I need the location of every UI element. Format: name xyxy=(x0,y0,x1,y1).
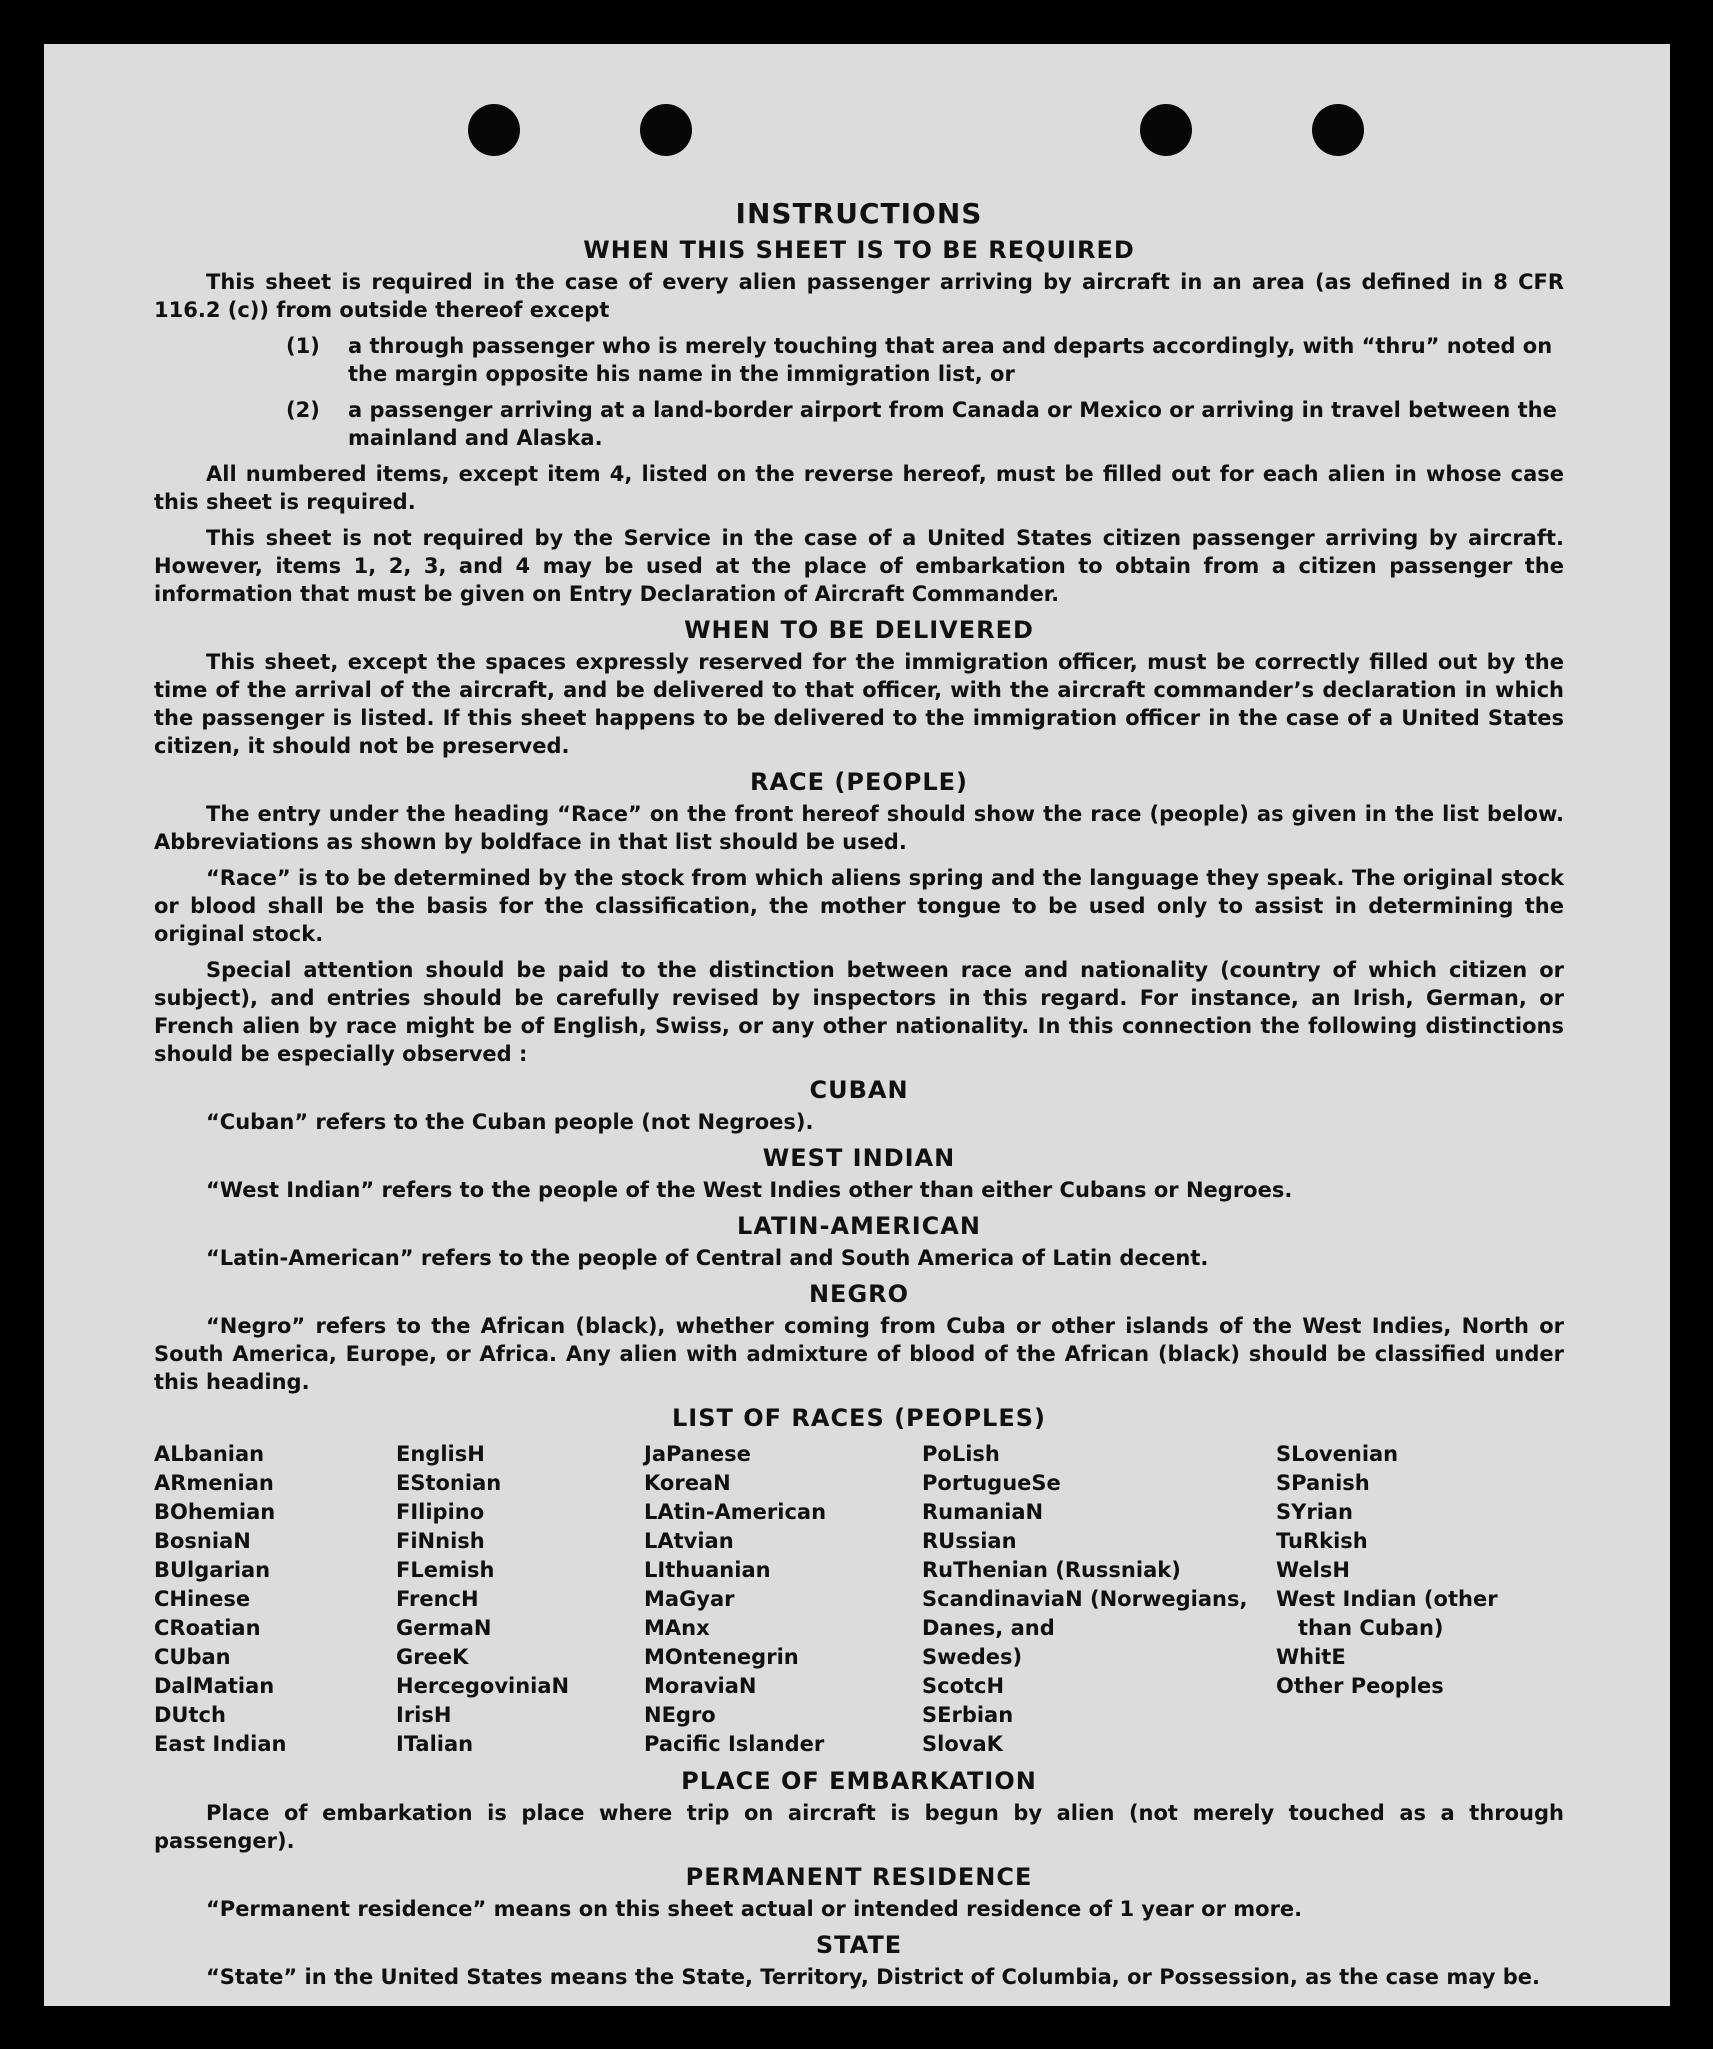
race-entry: SYrian xyxy=(1276,1500,1354,1524)
exception-item xyxy=(286,396,1564,452)
punch-hole xyxy=(640,104,692,156)
races-column xyxy=(396,1440,644,1759)
race-entry: WelsH xyxy=(1276,1558,1350,1582)
race-entry: JaPanese xyxy=(644,1442,751,1466)
race-entry: NEgro xyxy=(644,1703,716,1727)
race-entry: GermaN xyxy=(396,1616,492,1640)
race-entry: PoLish xyxy=(922,1442,1000,1466)
race-entry: FLemish xyxy=(396,1558,495,1582)
race-entry: MaGyar xyxy=(644,1587,735,1611)
races-list xyxy=(154,1440,1564,1759)
race-entry: MOntenegrin xyxy=(644,1645,799,1669)
exception-number: (2) xyxy=(286,398,320,422)
race-entry: RuThenian (Russniak) xyxy=(922,1558,1181,1582)
instructions-body xyxy=(154,194,1564,1999)
races-column xyxy=(644,1440,922,1759)
section-heading-negro: NEGRO xyxy=(808,1280,910,1308)
paragraph: “Latin-American” refers to the people of Central and South America of Latin decent. xyxy=(206,1246,1209,1270)
section-heading-embarkation: PLACE OF EMBARKATION xyxy=(681,1767,1037,1795)
races-column xyxy=(922,1440,1276,1759)
paragraph: This sheet, except the spaces expressly reserved for the immigration officer, must be correctly filled out by the time of the arrival of the aircraft, and be delivered to that officer, with the aircraft commander’s declaration in which the passenger is listed. If this sheet happens to be delivered to the immigration officer in the case of a United States citizen, it should not be preserved. xyxy=(154,650,1564,758)
race-entry: CRoatian xyxy=(154,1616,261,1640)
paragraph: Special attention should be paid to the distinction between race and nationality (country of which citizen or subject), and entries should be carefully revised by inspectors in this regard. For instance, an Irish, German, or French alien by race might be of English, Swiss, or any other nationality. In this connection the following distinctions should be especially observed : xyxy=(154,958,1564,1066)
race-entry: SPanish xyxy=(1276,1471,1370,1495)
race-entry: BUlgarian xyxy=(154,1558,271,1582)
race-entry: Swedes) xyxy=(922,1645,1023,1669)
paragraph: The entry under the heading “Race” on the front hereof should show the race (people) as given in the list below. Abbreviations as shown by boldface in that list should be used. xyxy=(154,802,1564,854)
race-entry: FrencH xyxy=(396,1587,479,1611)
paragraph: “Race” is to be determined by the stock from which aliens spring and the language they speak. The original stock or blood shall be the basis for the classification, the mother tongue to be used only to assist in determining the original stock. xyxy=(154,866,1564,946)
race-entry: RumaniaN xyxy=(922,1500,1044,1524)
race-entry: FIlipino xyxy=(396,1500,485,1524)
section-heading-race: RACE (PEOPLE) xyxy=(749,768,969,796)
race-entry: BOhemian xyxy=(154,1500,276,1524)
race-entry: ScotcH xyxy=(922,1674,1005,1698)
punch-hole xyxy=(1312,104,1364,156)
race-entry: DalMatian xyxy=(154,1674,275,1698)
page-title: INSTRUCTIONS xyxy=(735,197,983,230)
race-entry: SErbian xyxy=(922,1703,1014,1727)
race-entry: Danes, and xyxy=(922,1616,1055,1640)
race-entry: Other Peoples xyxy=(1276,1674,1444,1698)
paragraph: This sheet is required in the case of every alien passenger arriving by aircraft in an area (as defined in 8 CFR 116.2 (c)) from outside thereof except xyxy=(154,270,1564,322)
punch-hole xyxy=(1140,104,1192,156)
section-heading-residence: PERMANENT RESIDENCE xyxy=(685,1863,1033,1891)
race-entry: KoreaN xyxy=(644,1471,731,1495)
race-entry: HercegoviniaN xyxy=(396,1674,570,1698)
race-entry: ARmenian xyxy=(154,1471,274,1495)
race-entry: LAtvian xyxy=(644,1529,734,1553)
race-entry: EnglisH xyxy=(396,1442,485,1466)
section-heading-latin-american: LATIN-AMERICAN xyxy=(737,1212,981,1240)
exception-item xyxy=(286,332,1564,388)
race-entry: MAnx xyxy=(644,1616,710,1640)
races-column xyxy=(154,1440,396,1759)
race-entry: IrisH xyxy=(396,1703,452,1727)
race-entry: FiNnish xyxy=(396,1529,485,1553)
race-entry: Pacific Islander xyxy=(644,1732,825,1756)
paragraph: “Permanent residence” means on this sheet actual or intended residence of 1 year or more. xyxy=(206,1897,1303,1921)
paragraph: Place of embarkation is place where trip on aircraft is begun by alien (not merely touched as a through passenger). xyxy=(154,1801,1564,1853)
race-entry: SLovenian xyxy=(1276,1442,1399,1466)
race-entry: SlovaK xyxy=(922,1732,1003,1756)
race-entry: than Cuban) xyxy=(1298,1616,1444,1640)
paragraph: This sheet is not required by the Service in the case of a United States citizen passenger arriving by aircraft. However, items 1, 2, 3, and 4 may be used at the place of embarkation to obtain from a citizen passenger the information that must be given on Entry Declaration of Aircraft Commander. xyxy=(154,526,1564,606)
section-heading-state: STATE xyxy=(815,1931,903,1959)
punch-hole xyxy=(468,104,520,156)
race-entry: BosniaN xyxy=(154,1529,251,1553)
race-entry: TuRkish xyxy=(1276,1529,1368,1553)
race-entry: CHinese xyxy=(154,1587,251,1611)
section-heading-cuban: CUBAN xyxy=(809,1076,909,1104)
exception-text: a passenger arriving at a land-border airport from Canada or Mexico or arriving in travel between the mainland and Alaska. xyxy=(348,398,1557,450)
paragraph: “Negro” refers to the African (black), whether coming from Cuba or other islands of the West Indies, North or South America, Europe, or Africa. Any alien with admixture of blood of the African (black) should be classified under this heading. xyxy=(154,1314,1564,1394)
race-entry: DUtch xyxy=(154,1703,226,1727)
exception-text: a through passenger who is merely touching that area and departs accordingly, with “thru” noted on the margin opposite his name in the immigration list, or xyxy=(348,334,1553,386)
exception-number: (1) xyxy=(286,334,320,358)
document-page xyxy=(44,44,1670,2006)
race-entry: EStonian xyxy=(396,1471,502,1495)
race-entry: MoraviaN xyxy=(644,1674,757,1698)
race-entry: LIthuanian xyxy=(644,1558,771,1582)
paragraph: “Cuban” refers to the Cuban people (not Negroes). xyxy=(206,1110,814,1134)
race-entry: GreeK xyxy=(396,1645,469,1669)
section-heading-delivered: WHEN TO BE DELIVERED xyxy=(684,616,1034,644)
race-entry: RUssian xyxy=(922,1529,1017,1553)
race-entry: West Indian (other xyxy=(1276,1587,1498,1611)
race-entry: ScandinaviaN (Norwegians, xyxy=(922,1587,1248,1611)
race-entry: PortugueSe xyxy=(922,1471,1061,1495)
section-heading-west-indian: WEST INDIAN xyxy=(762,1144,956,1172)
section-heading-list-of-races: LIST OF RACES (PEOPLES) xyxy=(672,1404,1046,1432)
section-heading-required: WHEN THIS SHEET IS TO BE REQUIRED xyxy=(583,236,1135,264)
race-entry: ALbanian xyxy=(154,1442,265,1466)
race-entry: WhitE xyxy=(1276,1645,1346,1669)
races-column xyxy=(1276,1440,1536,1759)
paragraph: “West Indian” refers to the people of the West Indies other than either Cubans or Negroes. xyxy=(206,1178,1293,1202)
paragraph: “State” in the United States means the State, Territory, District of Columbia, or Possession, as the case may be. xyxy=(206,1965,1540,1989)
race-entry: CUban xyxy=(154,1645,231,1669)
paragraph: All numbered items, except item 4, listed on the reverse hereof, must be filled out for each alien in whose case this sheet is required. xyxy=(154,462,1564,514)
race-entry: LAtin-American xyxy=(644,1500,827,1524)
race-entry: East Indian xyxy=(154,1732,287,1756)
race-entry: ITalian xyxy=(396,1732,474,1756)
